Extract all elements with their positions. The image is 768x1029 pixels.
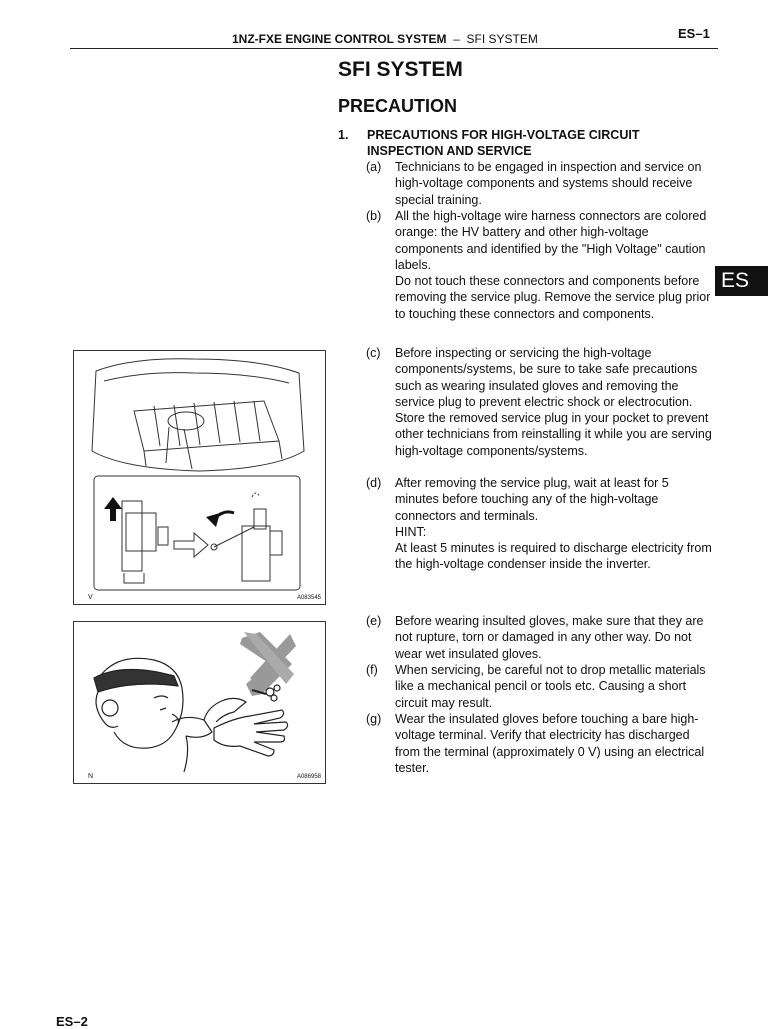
item-label: (g) <box>366 712 382 726</box>
item-label: (c) <box>366 346 381 360</box>
figure-mark: V <box>88 594 93 601</box>
prohibited-cross-icon <box>240 632 296 696</box>
hint-label: HINT: <box>395 524 427 539</box>
page-number: ES–1 <box>678 26 710 41</box>
step-text: PRECAUTIONS FOR HIGH-VOLTAGE CIRCUIT INSPECTION AND SERVICE <box>367 128 640 158</box>
item-text: Before inspecting or servicing the high-voltage components/systems, be sure to take safe precautions such as wearing insulated gloves and removing the service plug to prevent electric shock or electrocution. Store the removed service plug in your pocket to prevent other technicians from reinstalling it while you are serving high-voltage components/systems. <box>395 346 712 458</box>
figure-code: A086958 <box>296 774 321 780</box>
item-label: (e) <box>366 614 382 628</box>
item-body <box>395 475 715 573</box>
section-title: PRECAUTION <box>338 96 458 116</box>
service-plug-figure <box>73 350 326 605</box>
item-label: (a) <box>366 160 382 174</box>
hint-text: At least 5 minutes is required to discharge electricity from the high-voltage condenser inside the inverter. <box>395 541 712 572</box>
item-label: (d) <box>366 476 382 490</box>
header-dash: – <box>453 32 460 46</box>
item-body <box>395 208 715 322</box>
header-section: SFI SYSTEM <box>466 32 538 46</box>
page-title: SFI SYSTEM <box>338 58 463 81</box>
item-text: After removing the service plug, wait at least for 5 minutes before touching any of the high-voltage connectors and terminals. <box>395 476 669 523</box>
item-label: (b) <box>366 209 382 223</box>
figure-code: A083545 <box>296 595 321 601</box>
header-title <box>232 32 538 46</box>
item-text: All the high-voltage wire harness connectors are colored orange: the HV battery and other high-voltage components and identified by the "High Voltage" caution labels. <box>395 209 707 272</box>
gloves-illustration <box>74 622 325 783</box>
item-label: (f) <box>366 663 378 677</box>
gloves-figure <box>73 621 326 784</box>
item-text: Wear the insulated gloves before touching a bare high-voltage terminal. Verify that electricity has discharged from the terminal (approximately 0 V) using an electrical tester. <box>395 712 705 775</box>
figure-mark: N <box>88 773 94 780</box>
item-text: Before wearing insulted gloves, make sure that they are not rupture, torn or damaged in any other way. Do not wear wet insulated gloves. <box>395 614 704 661</box>
item-text: When servicing, be careful not to drop metallic materials like a mechanical pencil or tools etc. Causing a short circuit may result. <box>395 663 706 710</box>
footer-page-number: ES–2 <box>56 1014 88 1029</box>
service-plug-illustration <box>74 351 325 604</box>
page-header <box>0 26 768 50</box>
section-tab: ES <box>715 266 768 296</box>
step-number: 1. <box>338 128 349 142</box>
header-section-bold: 1NZ-FXE ENGINE CONTROL SYSTEM <box>232 32 447 46</box>
item-text-2: Do not touch these connectors and components before removing the service plug. Remove the service plug prior to touching these connectors and components. <box>395 274 711 321</box>
header-rule <box>70 48 718 49</box>
item-text: Technicians to be engaged in inspection and service on high-voltage components and systems should receive special training. <box>395 160 702 207</box>
